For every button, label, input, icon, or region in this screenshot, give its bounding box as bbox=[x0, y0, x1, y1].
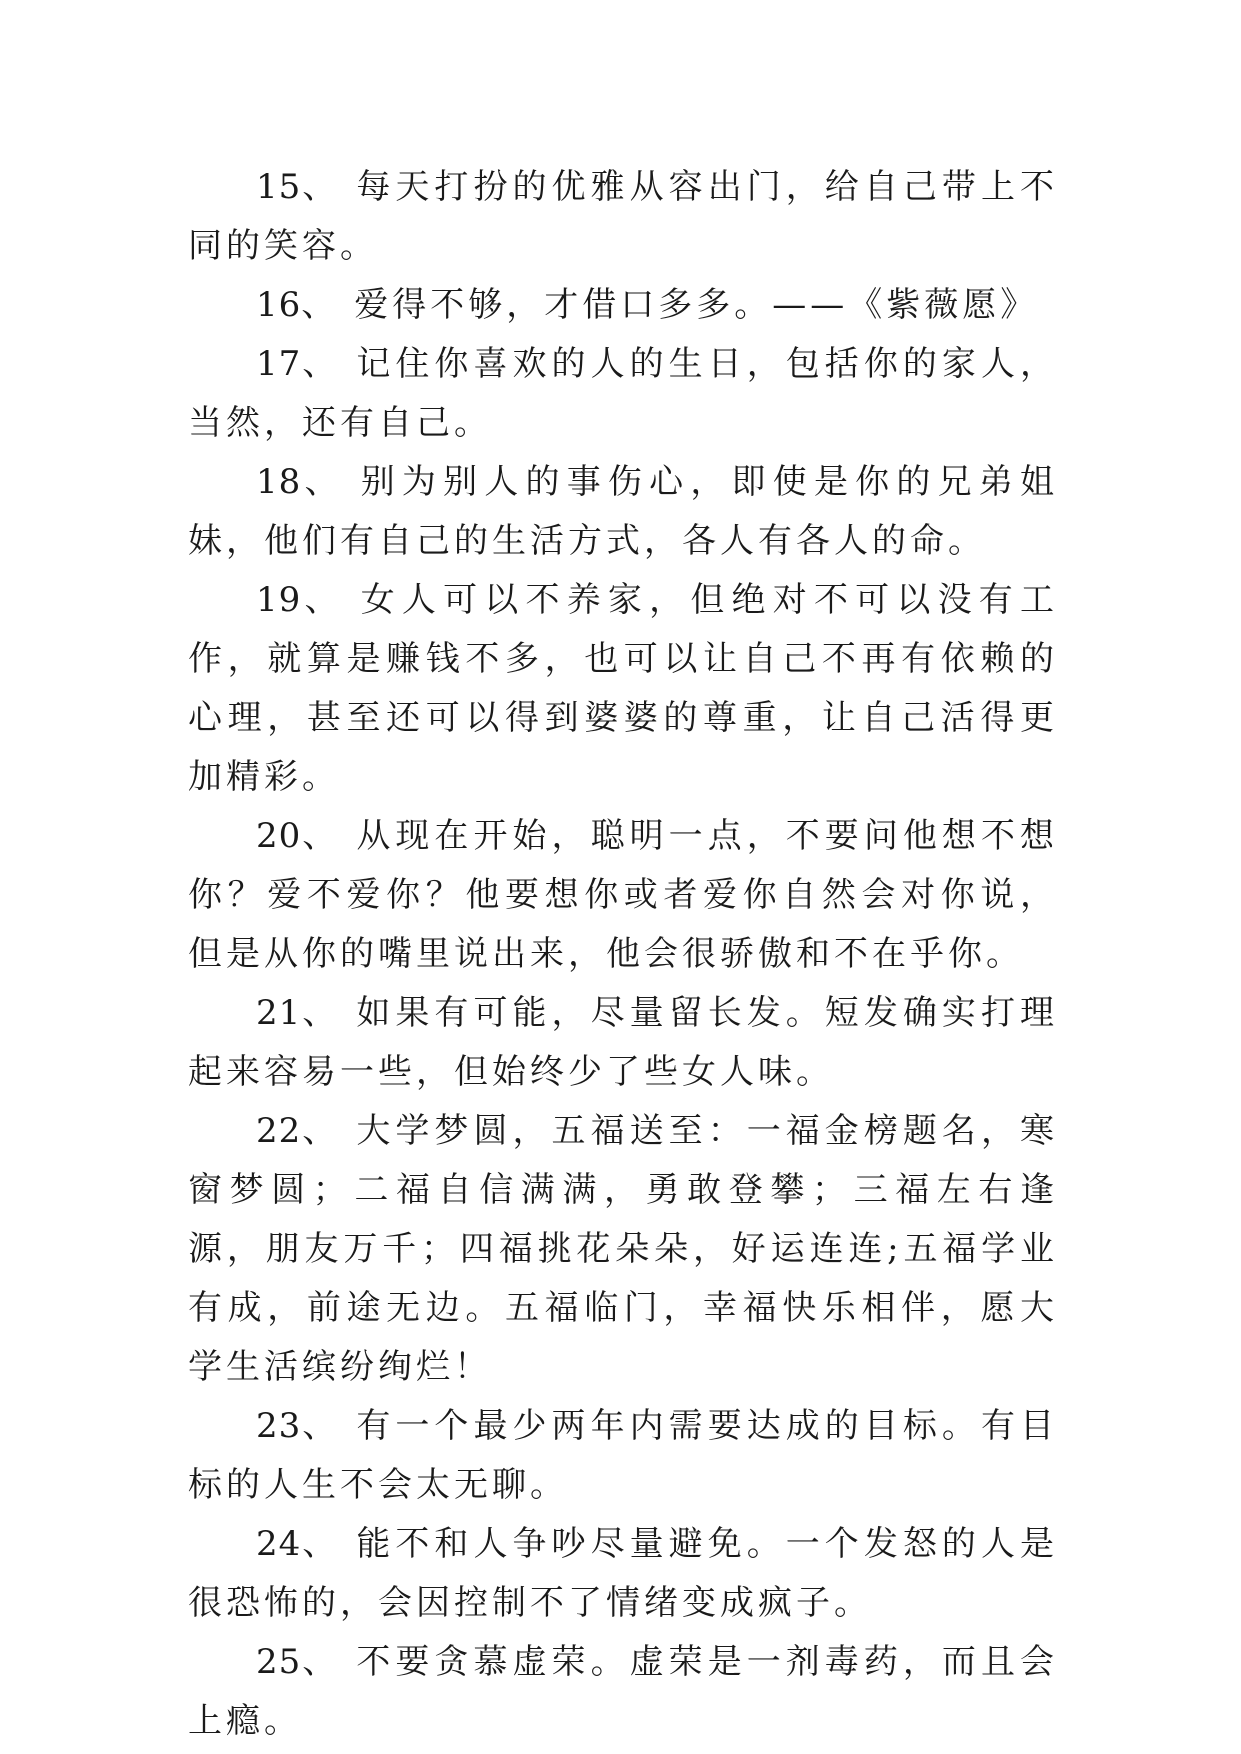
item-text: 别为别人的事伤心，即使是你的兄弟姐妹，他们有自己的生活方式，各人有各人的命。 bbox=[188, 462, 1059, 561]
list-item bbox=[188, 1515, 1058, 1633]
item-number: 21、 bbox=[256, 993, 339, 1033]
item-text: 爱得不够，才借口多多。——《紫薇愿》 bbox=[354, 285, 1039, 325]
item-text: 能不和人争吵尽量避免。一个发怒的人是很恐怖的，会因控制不了情绪变成疯子。 bbox=[188, 1524, 1058, 1623]
item-text: 不要贪慕虚荣。虚荣是一剂毒药，而且会上瘾。 bbox=[188, 1642, 1058, 1741]
document-body bbox=[188, 158, 1058, 1751]
item-number: 22、 bbox=[256, 1111, 339, 1151]
list-item bbox=[188, 1397, 1058, 1515]
item-text: 每天打扮的优雅从容出门，给自己带上不同的笑容。 bbox=[188, 167, 1058, 266]
item-number: 24、 bbox=[256, 1524, 339, 1564]
item-text: 如果有可能，尽量留长发。短发确实打理起来容易一些，但始终少了些女人味。 bbox=[188, 993, 1058, 1092]
list-item bbox=[188, 984, 1058, 1102]
list-item bbox=[188, 1102, 1058, 1397]
item-text: 女人可以不养家，但绝对不可以没有工作，就算是赚钱不多，也可以让自己不再有依赖的心理，甚至还可以得到婆婆的尊重，让自己活得更加精彩。 bbox=[188, 580, 1059, 797]
item-number: 25、 bbox=[256, 1642, 339, 1682]
item-number: 16、 bbox=[256, 285, 337, 325]
item-number: 17、 bbox=[256, 344, 339, 384]
list-item bbox=[188, 807, 1058, 984]
list-item bbox=[188, 158, 1058, 276]
item-number: 18、 bbox=[256, 462, 343, 502]
list-item bbox=[188, 335, 1058, 453]
item-number: 20、 bbox=[256, 816, 339, 856]
item-text: 从现在开始，聪明一点，不要问他想不想你？爱不爱你？他要想你或者爱你自然会对你说，但是从你的嘴里说出来，他会很骄傲和不在乎你。 bbox=[188, 816, 1058, 974]
list-item bbox=[188, 1633, 1058, 1751]
item-number: 19、 bbox=[256, 580, 343, 620]
item-text: 记住你喜欢的人的生日，包括你的家人，当然，还有自己。 bbox=[188, 344, 1058, 443]
item-number: 23、 bbox=[256, 1406, 339, 1446]
item-text: 大学梦圆，五福送至：一福金榜题名，寒窗梦圆；二福自信满满，勇敢登攀；三福左右逢源，朋友万千；四福挑花朵朵，好运连连;五福学业有成，前途无边。五福临门，幸福快乐相伴，愿大学生活缤纷绚烂！ bbox=[188, 1111, 1058, 1387]
list-item bbox=[188, 276, 1058, 335]
list-item bbox=[188, 571, 1058, 807]
item-number: 15、 bbox=[256, 167, 339, 207]
list-item bbox=[188, 453, 1058, 571]
item-text: 有一个最少两年内需要达成的目标。有目标的人生不会太无聊。 bbox=[188, 1406, 1058, 1505]
